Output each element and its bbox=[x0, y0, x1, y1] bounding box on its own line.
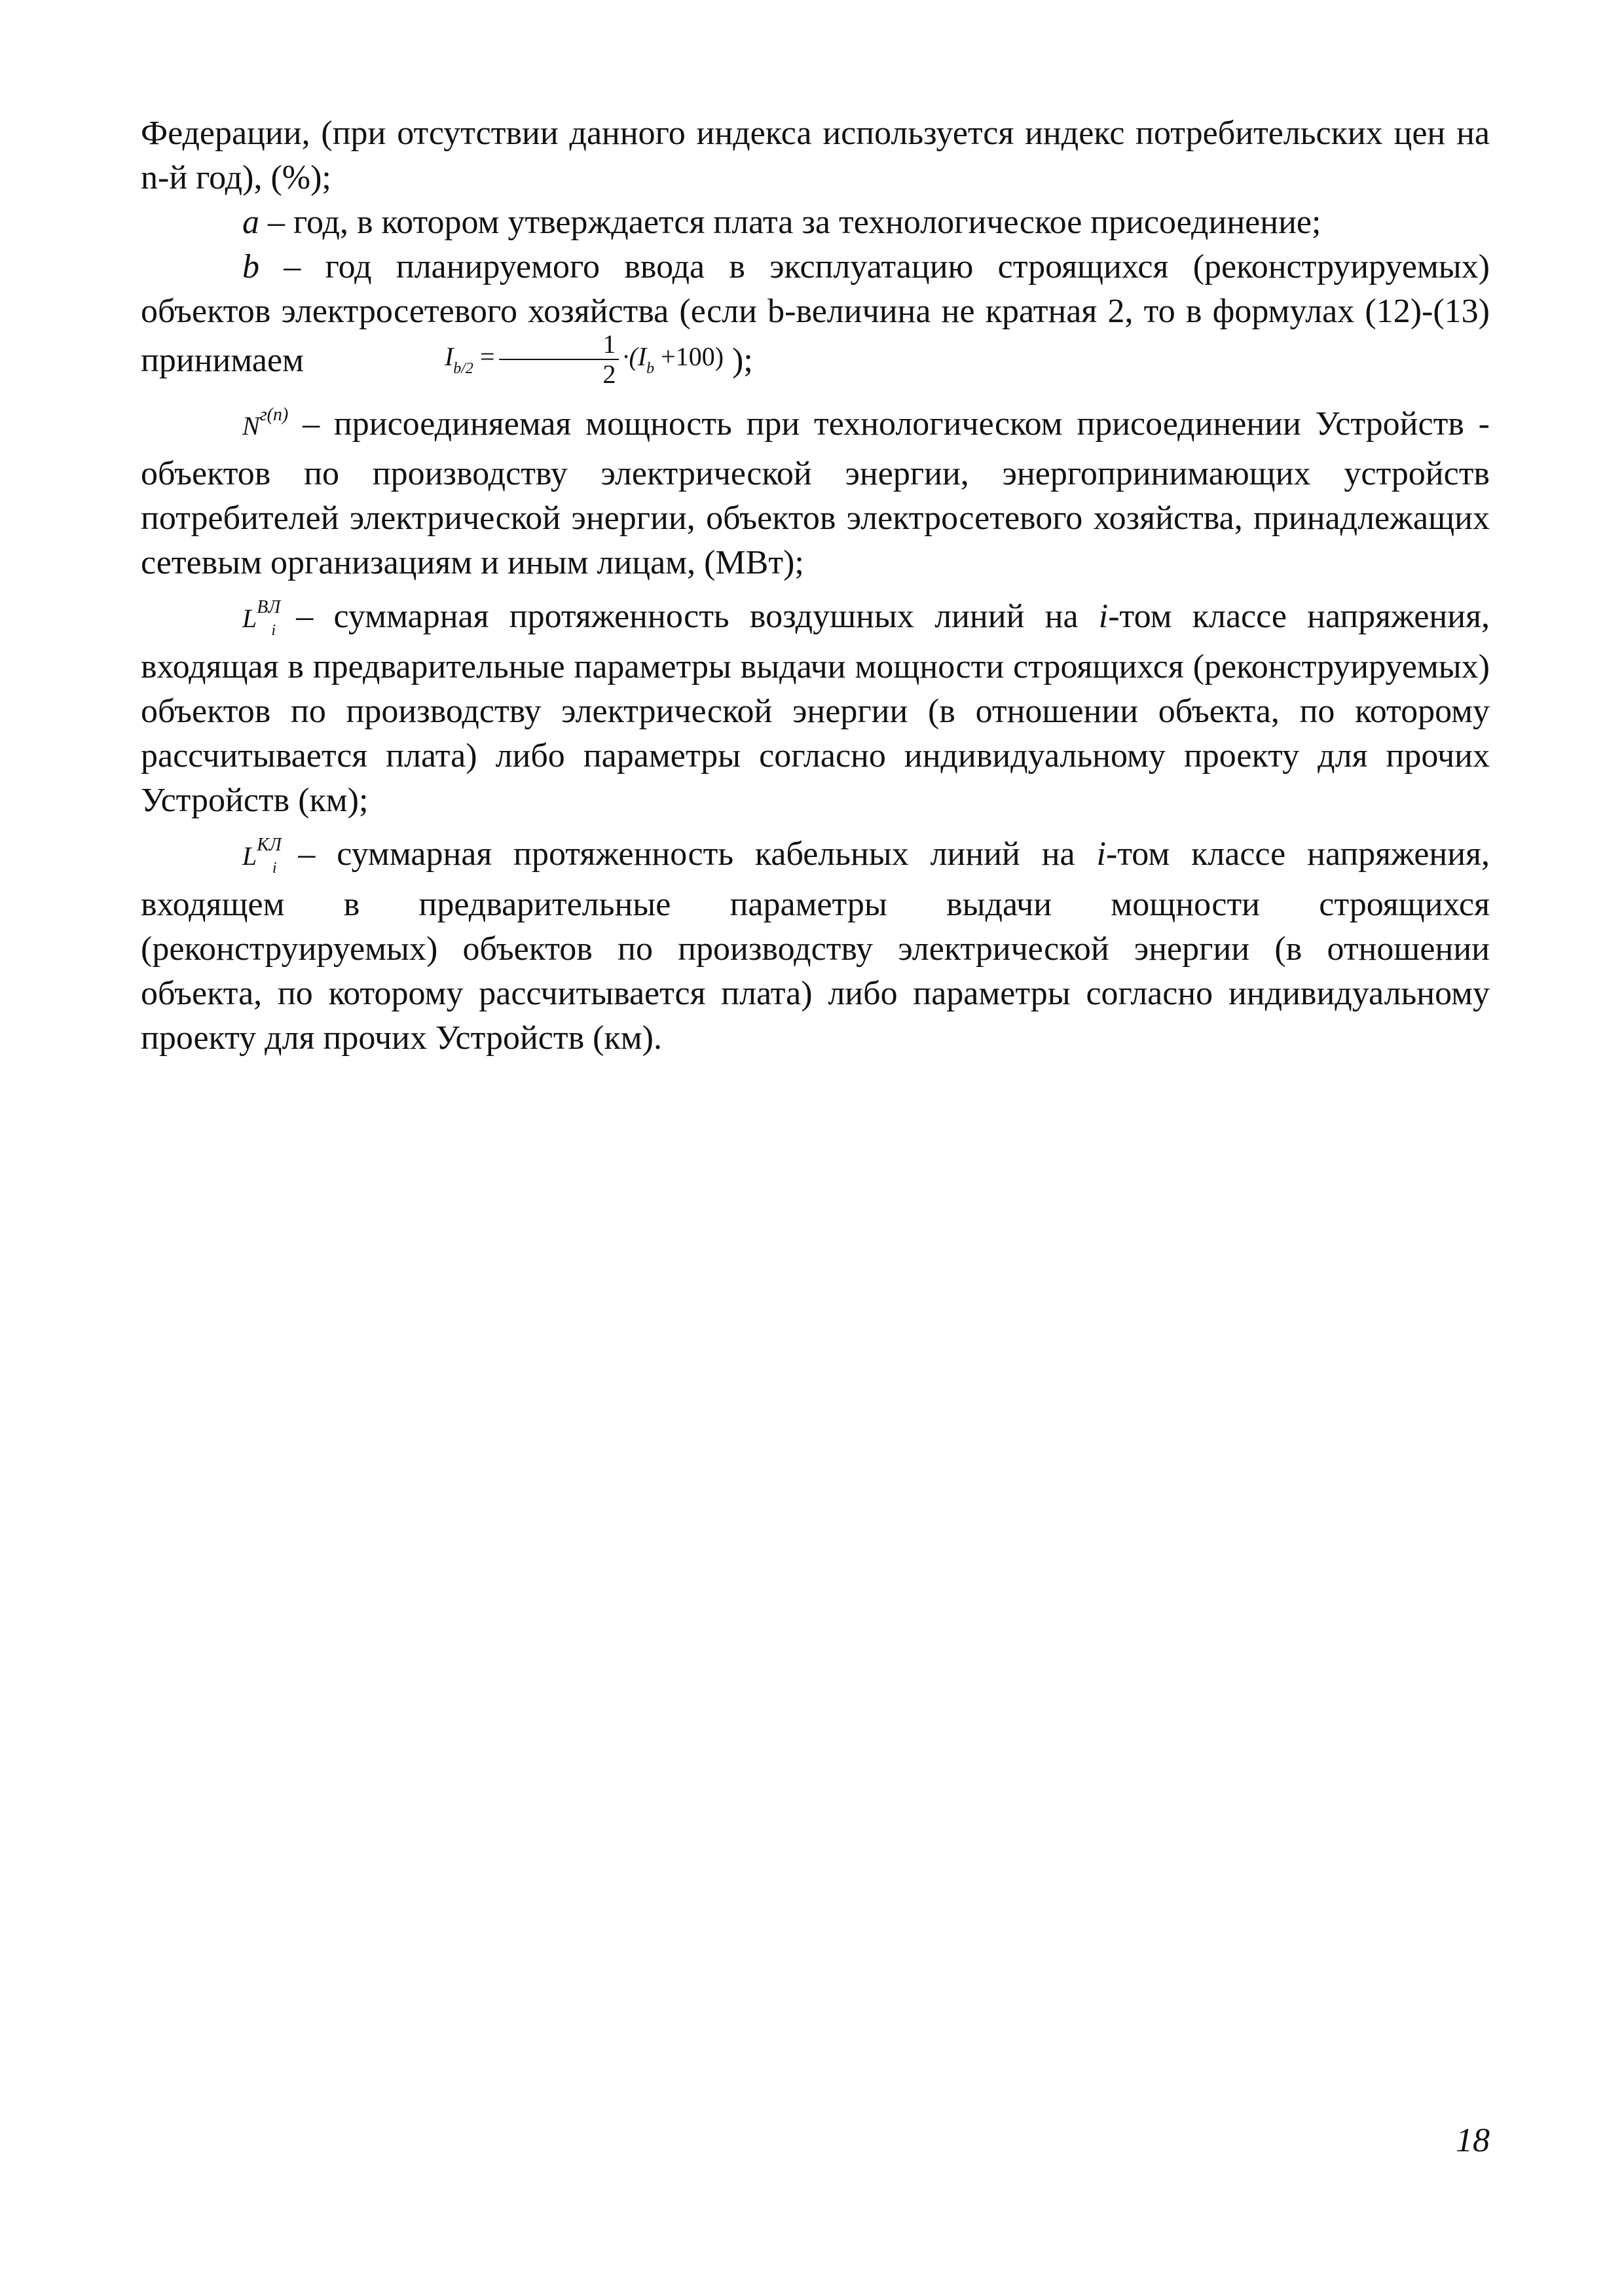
definition-n: – присоединяемая мощность при технологическом присоединении Устройств - объектов по производству электрической энергии, энергопринимающих устройств потребителей электрической энергии, объектов электросетевого хозяйства, принадлежащих сетевым организациям и иным лицам, (МВт); bbox=[141, 405, 1490, 581]
definition-l-kl-b: -том классе напряжения, входящем в предварительные параметры выдачи мощности строящихся (реконструируемых) объектов по производству электрической энергии (в отношении объекта, по которому рассчитывается плата) либо параметры согласно индивидуальному проекту для прочих Устройств (км). bbox=[141, 835, 1490, 1057]
definition-l-vl-a: – суммарная протяженность воздушных линий на bbox=[276, 598, 1099, 635]
symbol-l-vl-subscript: i bbox=[271, 622, 276, 639]
paragraph-federation-index: Федерации, (при отсутствии данного индекса используется индекс потребительских цен на n-й год), (%); bbox=[141, 115, 1490, 196]
symbol-i: i bbox=[1098, 598, 1109, 635]
paragraph-year-b bbox=[141, 245, 1490, 393]
symbol-l-vl: L bbox=[242, 604, 257, 633]
definition-b-end: ); bbox=[724, 341, 753, 379]
paragraph-cable-lines bbox=[141, 832, 1490, 1061]
paragraph-power-n bbox=[141, 402, 1490, 585]
symbol-l-kl-subscript: i bbox=[272, 860, 277, 877]
symbol-l-kl: L bbox=[242, 841, 257, 871]
definition-a: – год, в котором утверждается плата за технологическое присоединение; bbox=[259, 204, 1321, 241]
paragraph-year-a bbox=[141, 200, 1490, 245]
fraction-one-half: $\frac{1}{2}$ bbox=[499, 330, 619, 389]
definition-b: – год планируемого ввода в эксплуатацию строящихся (реконструируемых) объектов электросетевого хозяйства (если b-величина не кратная 2, то в формулах (12)-(13) принимаем bbox=[141, 248, 1490, 379]
definition-l-vl-b: -том классе напряжения, входящая в предварительные параметры выдачи мощности строящихся (реконструируемых) объектов по производству электрической энергии (в отношении объекта, по которому рассчитывается плата) либо параметры согласно индивидуальному проекту для прочих Устройств (км); bbox=[141, 598, 1490, 819]
symbol-a: a bbox=[242, 204, 259, 241]
symbol-l-vl-superscript: ВЛ bbox=[257, 597, 281, 617]
formula-i-b-half: $I_{b/2}$ = $\frac{1}{2}$ $\cdot(I_b +100)$ bbox=[444, 329, 724, 389]
paragraph-overhead-lines bbox=[141, 594, 1490, 823]
definition-l-kl-a: – суммарная протяженность кабельных линий на bbox=[276, 835, 1097, 873]
symbol-l-kl-superscript: КЛ bbox=[257, 835, 282, 855]
symbol-n-superscript: г(n) bbox=[259, 405, 289, 425]
page-number: 18 bbox=[1456, 2122, 1490, 2159]
symbol-n: N bbox=[242, 411, 260, 441]
symbol-i-kl: i bbox=[1096, 835, 1106, 873]
document-body bbox=[141, 111, 1490, 1061]
symbol-b: b bbox=[242, 248, 259, 285]
